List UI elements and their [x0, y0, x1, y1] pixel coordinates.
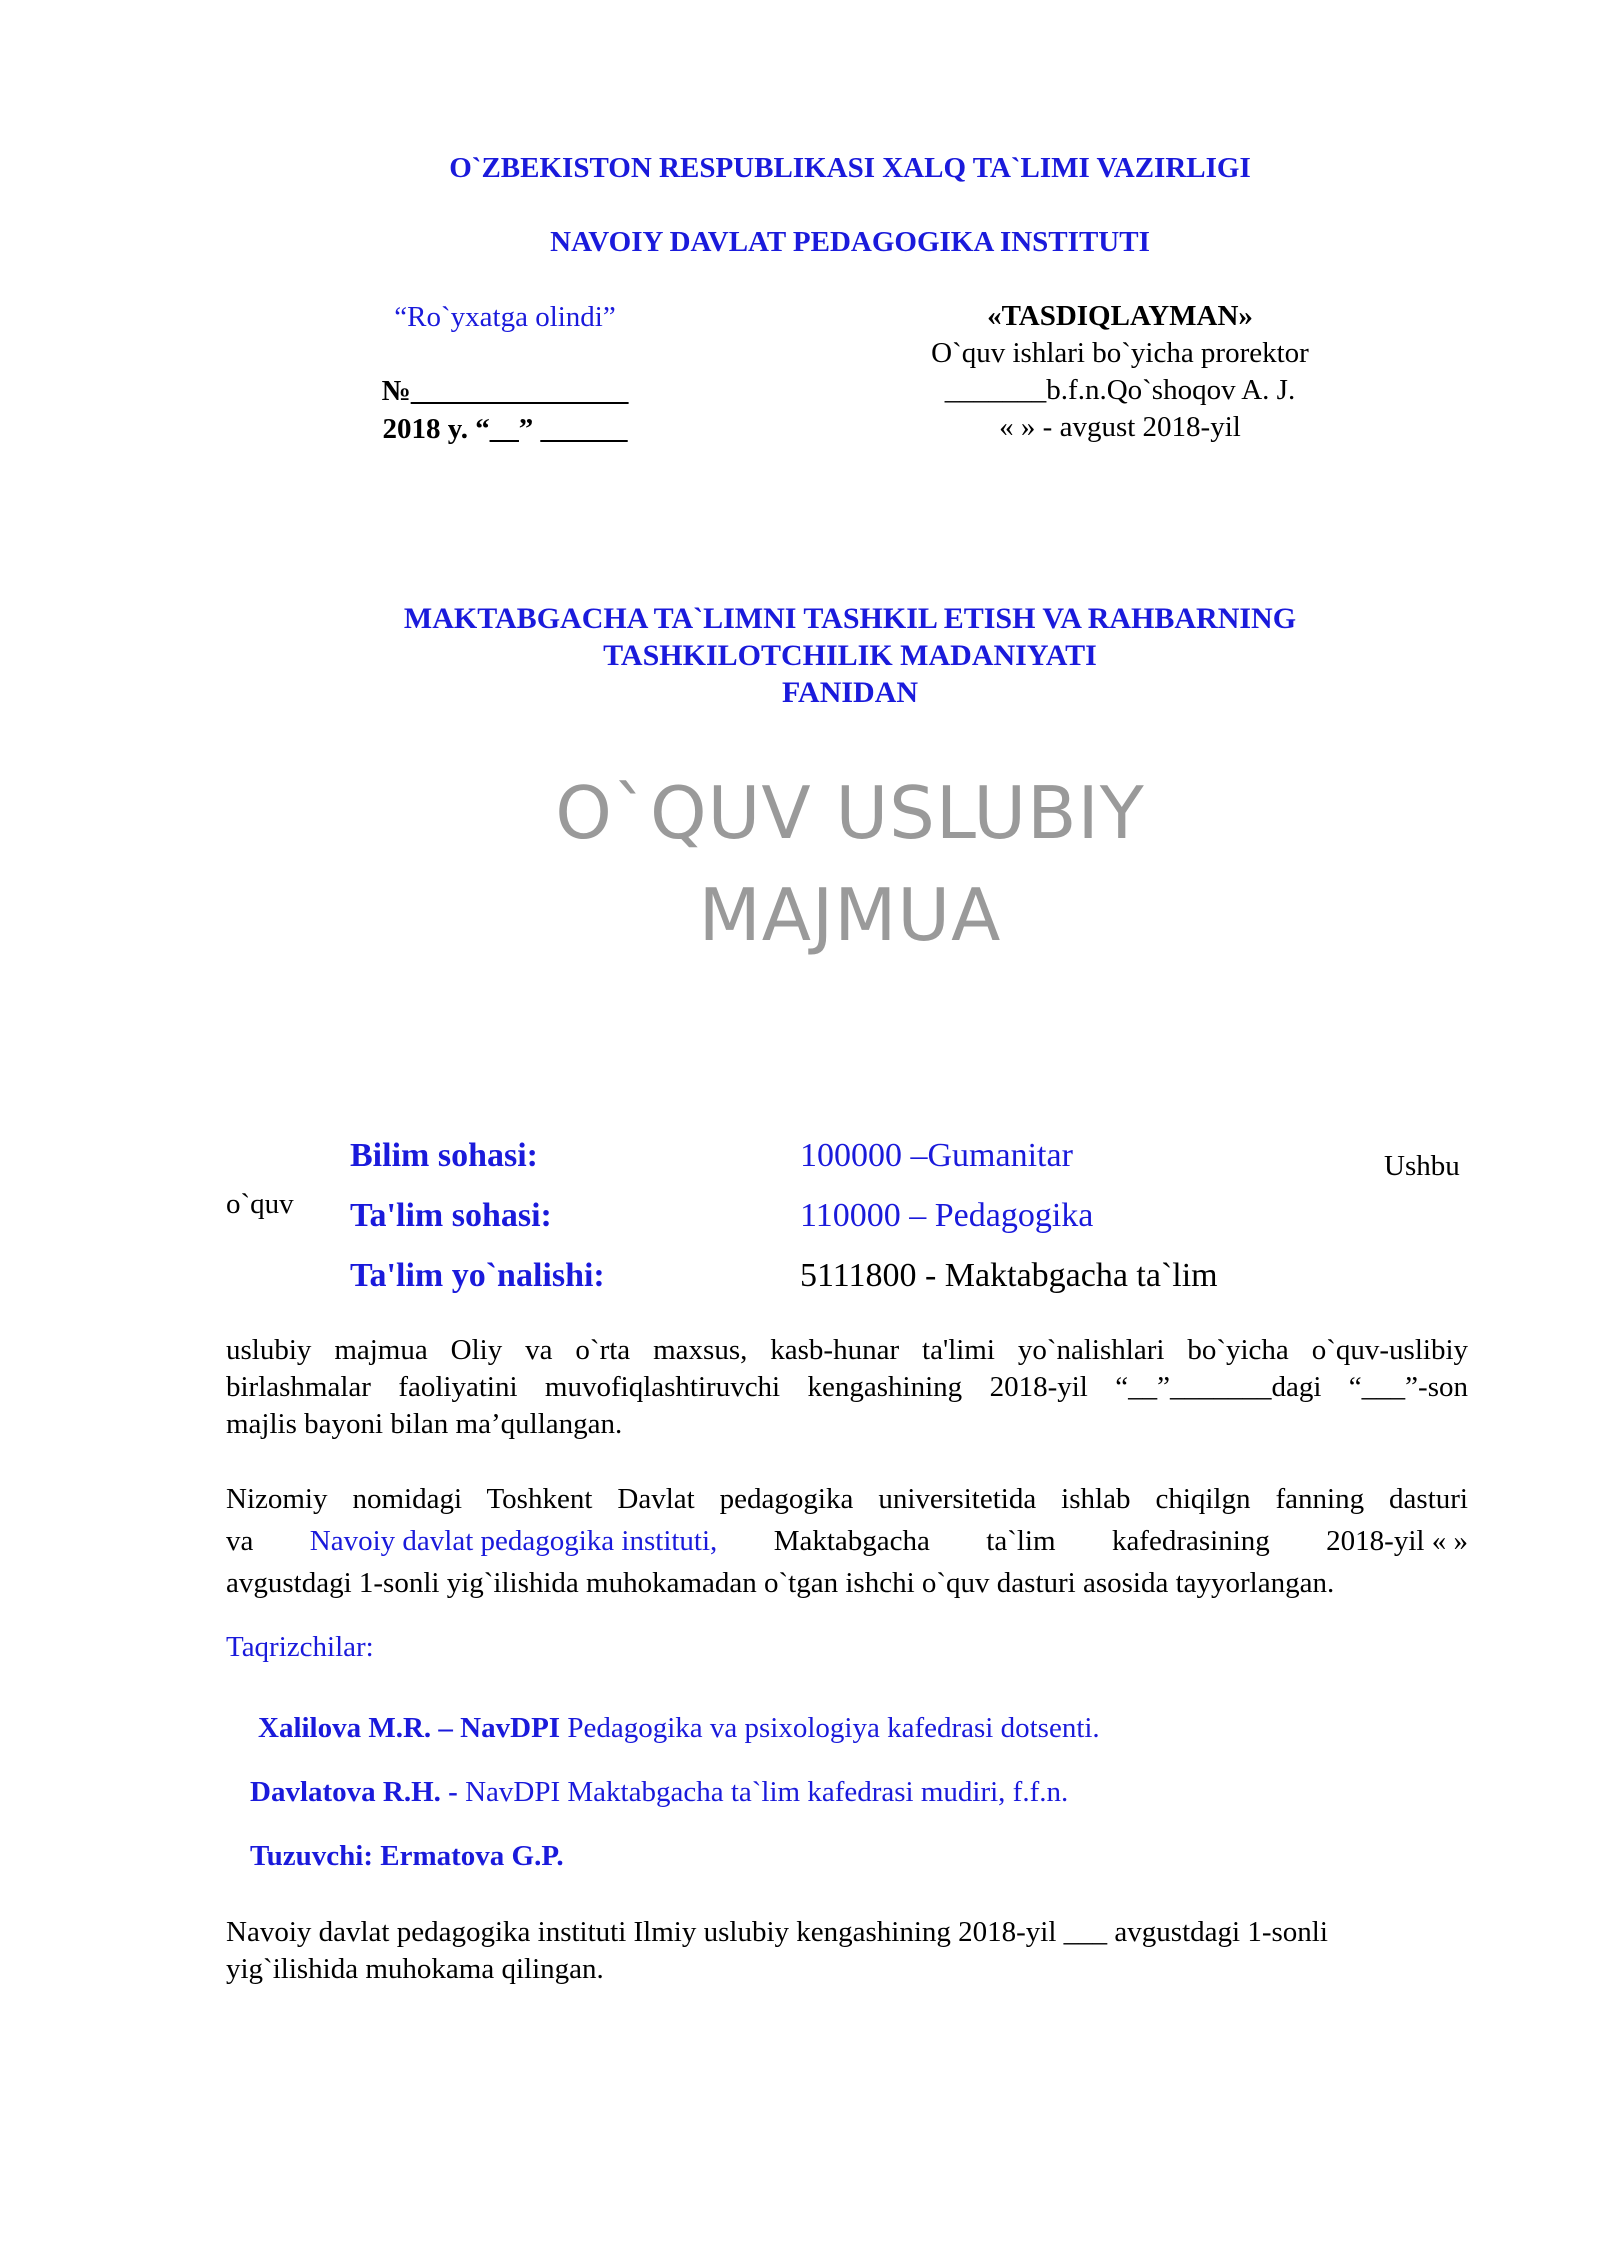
reviewer-name: Xalilova M.R. – NavDPI	[258, 1712, 561, 1744]
compiler: Tuzuvchi: Ermatova G.P.	[250, 1840, 564, 1872]
paragraph-word: ta`lim	[986, 1525, 1056, 1557]
paragraph-line: Navoiy davlat pedagogika instituti Ilmiy uslubiy kengashining 2018-yil ___ avgustdagi 1-sonli	[226, 1916, 1328, 1948]
approval-title: «TASDIQLAYMAN»	[987, 300, 1253, 332]
approval-block	[900, 298, 1340, 446]
field-row	[350, 1246, 1300, 1306]
side-word-left: o`quv	[226, 1188, 294, 1220]
document-title-line-1: O`QUV USLUBIY	[555, 771, 1145, 855]
field-row	[350, 1126, 1300, 1186]
paragraph-line: majlis bayoni bilan ma’qullangan.	[226, 1408, 623, 1440]
side-word-right: Ushbu	[1384, 1150, 1460, 1182]
paragraph-line: birlashmalar faoliyatini muvofiqlashtiruvchi kengashining 2018-yil “__”_______dagi “___”-son	[226, 1371, 1468, 1403]
institute-link-text: Navoiy davlat pedagogika instituti,	[309, 1525, 718, 1557]
subject-line-1: MAKTABGACHA TA`LIMNI TASHKIL ETISH VA RAHBARNING	[403, 602, 1297, 635]
reviewer-2	[250, 1776, 1068, 1809]
approval-date: « » - avgust 2018-yil	[999, 411, 1241, 443]
field-label: Ta'lim sohasi:	[350, 1197, 552, 1234]
registration-date: 2018 y. “__” ______	[382, 413, 628, 445]
field-value: 110000 – Pedagogika	[800, 1197, 1094, 1234]
paragraph-line: avgustdagi 1-sonli yig`ilishida muhokamadan o`tgan ishchi o`quv dasturi asosida tayyorlangan.	[226, 1567, 1335, 1599]
registered-block	[340, 298, 670, 448]
field-value: 5111800 - Maktabgacha ta`lim	[800, 1257, 1218, 1294]
paragraph-line	[226, 1520, 1468, 1562]
subject-title	[0, 600, 1600, 711]
paragraph-line: uslubiy majmua Oliy va o`rta maxsus, kasb-hunar ta'limi yo`nalishlari bo`yicha o`quv-uslibiy	[226, 1334, 1468, 1366]
registration-number: №_______________	[381, 375, 629, 407]
approval-position: O`quv ishlari bo`yicha prorektor	[931, 337, 1309, 369]
reviewers-title: Taqrizchilar:	[226, 1631, 374, 1663]
field-label: Bilim sohasi:	[350, 1137, 538, 1174]
subject-line-2: TASHKILOTCHILIK MADANIYATI	[603, 639, 1097, 672]
ministry-heading: O`ZBEKISTON RESPUBLIKASI XALQ TA`LIMI VAZIRLIGI	[449, 152, 1251, 184]
discussion-paragraph	[226, 1914, 1468, 1988]
approval-signature: _______b.f.n.Qo`shoqov A. J.	[944, 374, 1296, 406]
document-title	[0, 762, 1600, 966]
registered-title: “Ro`yxatga olindi”	[394, 301, 616, 333]
approval-paragraph	[226, 1332, 1468, 1443]
origin-paragraph	[226, 1478, 1468, 1604]
field-row	[350, 1186, 1300, 1246]
paragraph-word: va	[226, 1525, 254, 1557]
paragraph-word: 2018-yil « »	[1326, 1525, 1468, 1557]
subject-line-3: FANIDAN	[781, 676, 919, 709]
paragraph-line: yig`ilishida muhokama qilingan.	[226, 1953, 604, 1985]
reviewer-role: NavDPI Maktabgacha ta`lim kafedrasi mudiri, f.f.n.	[457, 1776, 1069, 1808]
reviewer-name: Davlatova R.H. -	[250, 1776, 458, 1808]
fields-table	[350, 1126, 1300, 1306]
paragraph-word: kafedrasining	[1111, 1525, 1270, 1557]
reviewer-role: Pedagogika va psixologiya kafedrasi dotsenti.	[560, 1712, 1100, 1744]
paragraph-word: Maktabgacha	[773, 1525, 930, 1557]
reviewer-1	[258, 1712, 1100, 1745]
paragraph-line: Nizomiy nomidagi Toshkent Davlat pedagogika universitetida ishlab chiqilgn fanning dasturi	[226, 1483, 1468, 1515]
field-value: 100000 –Gumanitar	[800, 1137, 1073, 1174]
institute-heading: NAVOIY DAVLAT PEDAGOGIKA INSTITUTI	[550, 226, 1150, 258]
field-label: Ta'lim yo`nalishi:	[350, 1257, 605, 1294]
document-title-line-2: MAJMUA	[698, 873, 1002, 957]
